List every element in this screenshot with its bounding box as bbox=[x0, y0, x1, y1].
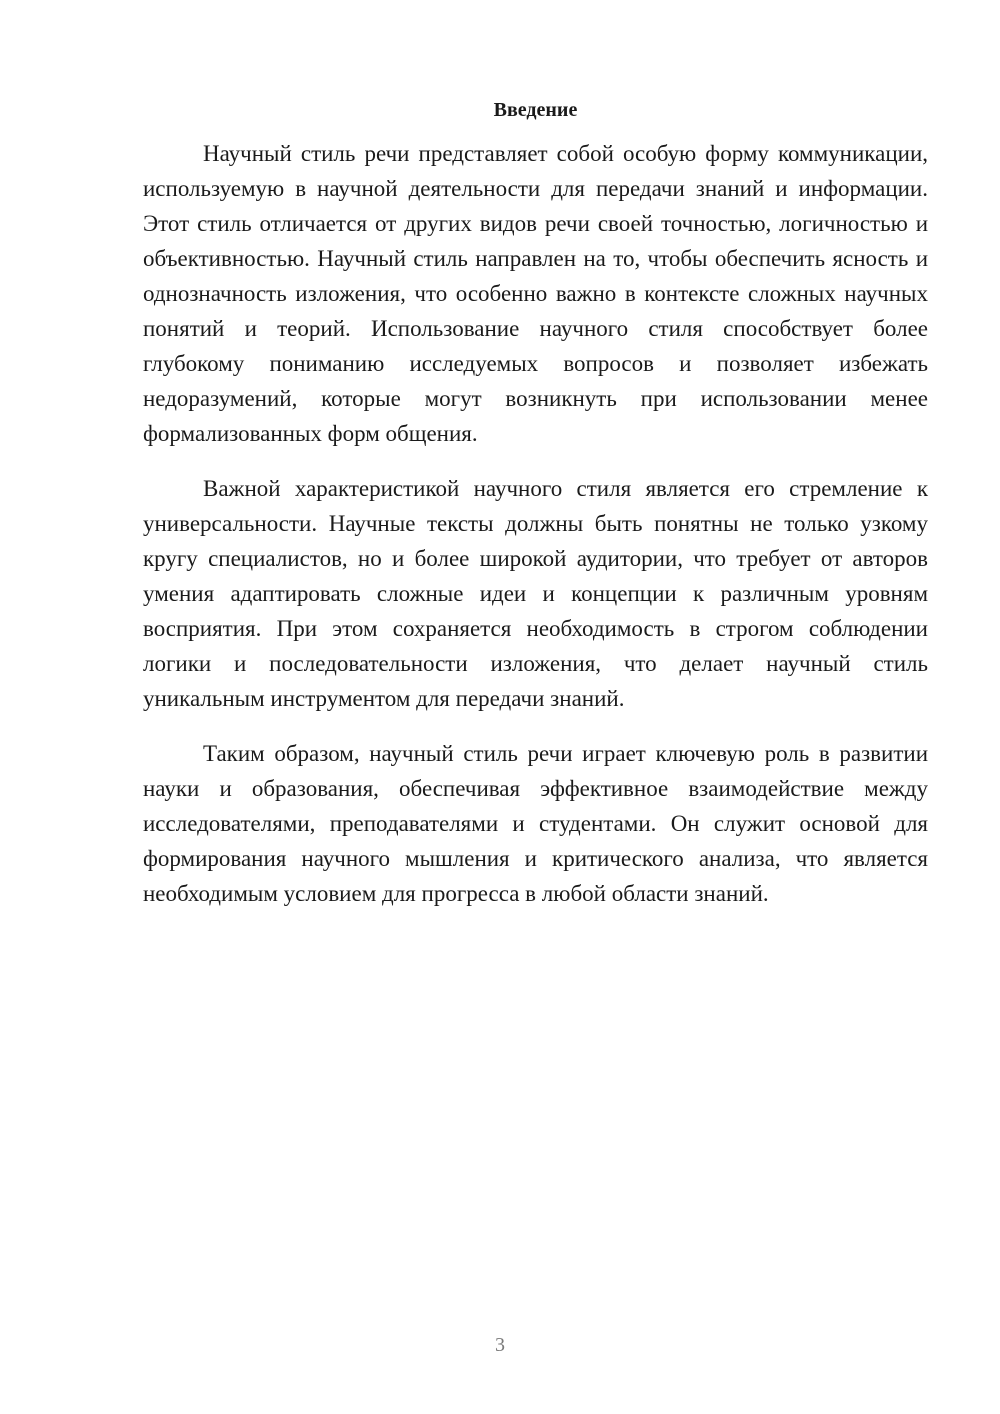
paragraph-2: Важной характеристикой научного стиля является его стремление к универсальности. Научные тексты должны быть понятны не только узкому кругу специалистов, но и более широкой аудитории, что требует от авторов умения адаптировать сложные идеи и концепции к различным уровням восприятия. При этом сохраняется необходимость в строгом соблюдении логики и последовательности изложения, что делает научный стиль уникальным инструментом для передачи знаний. bbox=[143, 476, 928, 711]
page-number: 3 bbox=[495, 1334, 505, 1356]
page-content bbox=[143, 96, 928, 931]
paragraph-3: Таким образом, научный стиль речи играет ключевую роль в развитии науки и образования, обеспечивая эффективное взаимодействие между исследователями, преподавателями и студентами. Он служит основой для формирования научного мышления и критического анализа, что является необходимым условием для прогресса в любой области знаний. bbox=[143, 741, 928, 906]
paragraph-1: Научный стиль речи представляет собой особую форму коммуникации, используемую в научной деятельности для передачи знаний и информации. Этот стиль отличается от других видов речи своей точностью, логичностью и объективностью. Научный стиль направлен на то, чтобы обеспечить ясность и однозначность изложения, что особенно важно в контексте сложных научных понятий и теорий. Использование научного стиля способствует более глубокому пониманию исследуемых вопросов и позволяет избежать недоразумений, которые могут возникнуть при использовании менее формализованных форм общения. bbox=[143, 141, 928, 446]
section-title: Введение bbox=[493, 99, 578, 121]
